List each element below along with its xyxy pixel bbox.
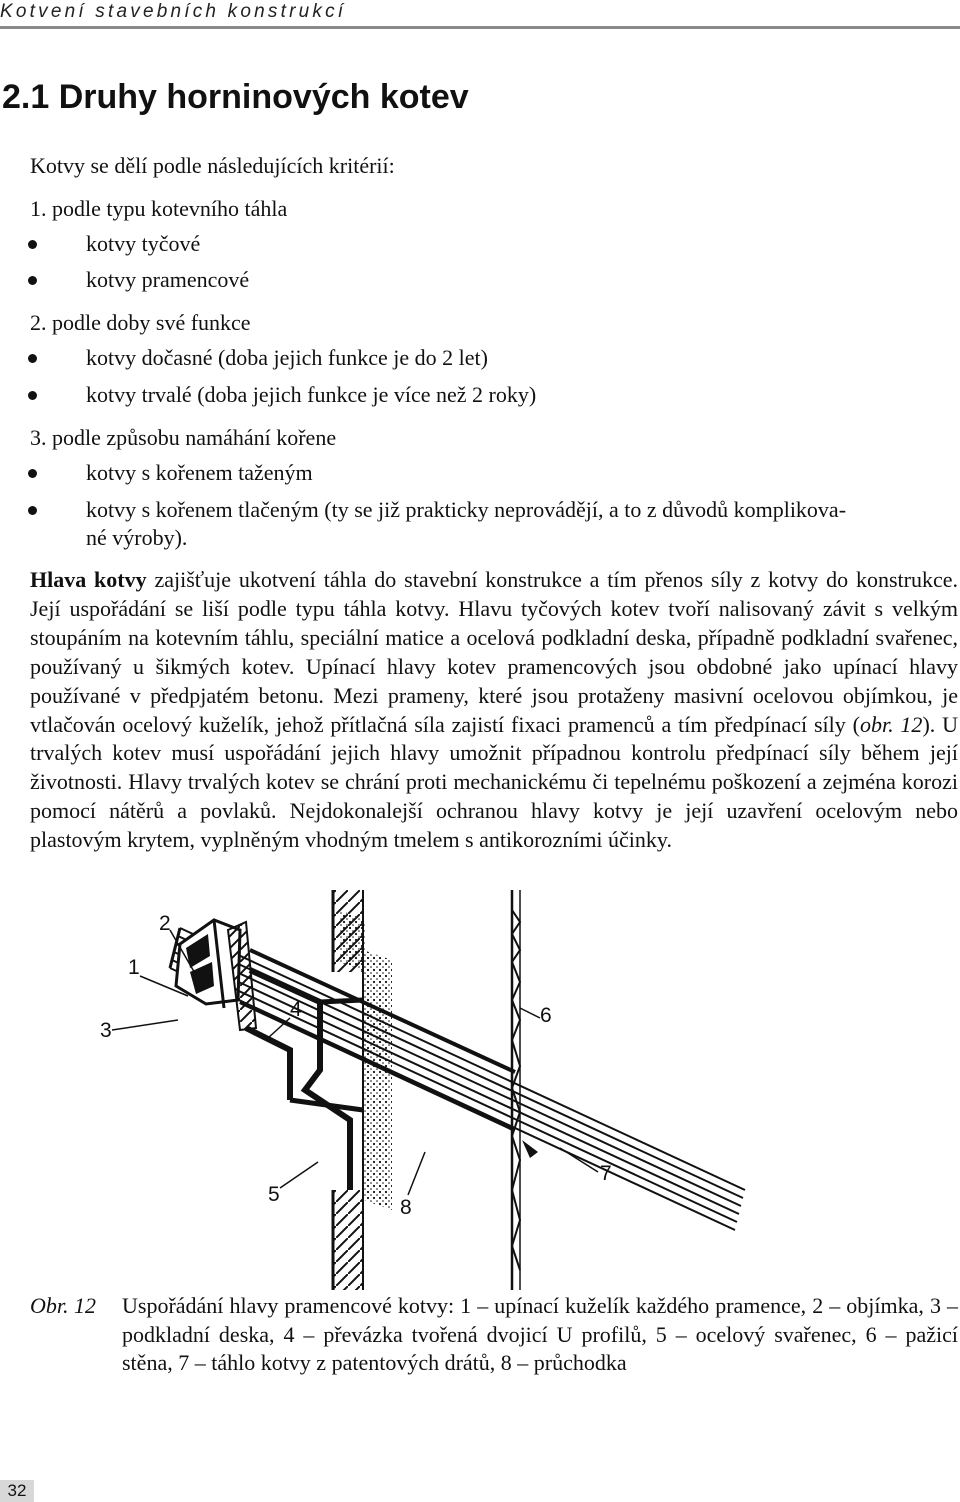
bullet-icon [28, 240, 37, 249]
list-item: kotvy tyčové [86, 231, 201, 256]
bullet-icon [28, 506, 37, 515]
label-3: 3 [100, 1019, 112, 1042]
header-rule [0, 26, 960, 29]
list-item: kotvy s kořenem taženým [86, 460, 313, 485]
list-item: kotvy trvalé (doba jejich funkce je více než 2 roky) [86, 382, 537, 407]
bullet-icon [28, 354, 37, 363]
sheeting-wall [512, 890, 538, 1290]
label-6: 6 [540, 1004, 552, 1027]
label-7: 7 [600, 1162, 612, 1185]
bullet-icon [28, 469, 37, 478]
body-paragraph [30, 566, 958, 855]
figure-reference: obr. 12 [859, 711, 923, 737]
paragraph-text: zajišťuje ukotvení táhla do stavební konstrukce a tím přenos síly z kotvy do konstrukce. Její uspořádání se liší podle typu táhla kotvy. Hlavu tyčových kotev tvoří nalisovaný závit s velkým stoupáním na kotevním táhlu, speciální matice a ocelová podkladní deska, případně podkladní svařenec, používaný u šikmých kotev. Upínací hlavy kotev pramencových jsou obdobné jako upínací hlavy používané v předpjatém betonu. Mezi prameny, které jsou protaženy masivní ocelovou objímkou, je vtlačován ocelový kuželík, jehož přítlačná síla zajistí fixaci pramenců a tím předpínací síly ( [30, 567, 958, 737]
intro-text: Kotvy se dělí podle následujících kritérií: [30, 153, 395, 178]
caption-label: Obr. 12 [30, 1293, 97, 1318]
running-head [0, 0, 960, 30]
page-number: 32 [0, 1480, 34, 1502]
section-title: 2.1 Druhy horninových kotev [2, 78, 469, 116]
list-item: kotvy dočasné (doba jejich funkce je do 2 let) [86, 345, 488, 370]
anchor-head-figure [0, 890, 960, 1290]
paragraph-text-end: ). U trvalých kotev musí uspořádání jejich hlavy umožnit případnou kontrolu předpínací síly během její životnosti. Hlavy trvalých kotev se chrání proti mechanickému či tepelnému poškození a zejména korozi pomocí nátěrů a povlaků. Nejdokonalejší ochranou hlavy kotvy je její uzavření ocelovým nebo plastovým krytem, vyplněným vhodným tmelem s antikorozními účinky. [30, 711, 958, 853]
criterion-heading: 3. podle způsobu namáhání kořene [30, 425, 337, 450]
label-4: 4 [290, 998, 302, 1021]
criterion-heading: 2. podle doby své funkce [30, 310, 251, 335]
bullet-icon [28, 391, 37, 400]
list-item: kotvy s kořenem tlačeným (ty se již prakticky neprovádějí, a to z důvodů komplikova- [86, 497, 847, 522]
label-5: 5 [268, 1183, 280, 1206]
anchor-head [176, 920, 256, 1030]
bullet-icon [28, 276, 37, 285]
term-hlava-kotvy: Hlava kotvy [30, 567, 147, 592]
list-item-continuation: né výroby). [86, 525, 188, 550]
list-item: kotvy pramencové [86, 267, 250, 292]
criterion-heading: 1. podle typu kotevního táhla [30, 196, 288, 221]
running-head-title: Kotvení stavebních konstrukcí [0, 1, 347, 22]
label-2: 2 [159, 912, 171, 935]
label-1: 1 [128, 956, 140, 979]
label-8: 8 [400, 1196, 412, 1219]
caption-text: Uspořádání hlavy pramencové kotvy: 1 – upínací kuželík každého pramence, 2 – objímka, 3 – podkladní deska, 4 – převázka tvořená dvojicí U profilů, 5 – ocelový svařenec, 6 – pažicí stěna, 7 – táhlo kotvy z patentových drátů, 8 – průchodka [122, 1293, 958, 1375]
figure-caption [30, 1292, 958, 1378]
anchor-head-drawing [0, 890, 960, 1290]
